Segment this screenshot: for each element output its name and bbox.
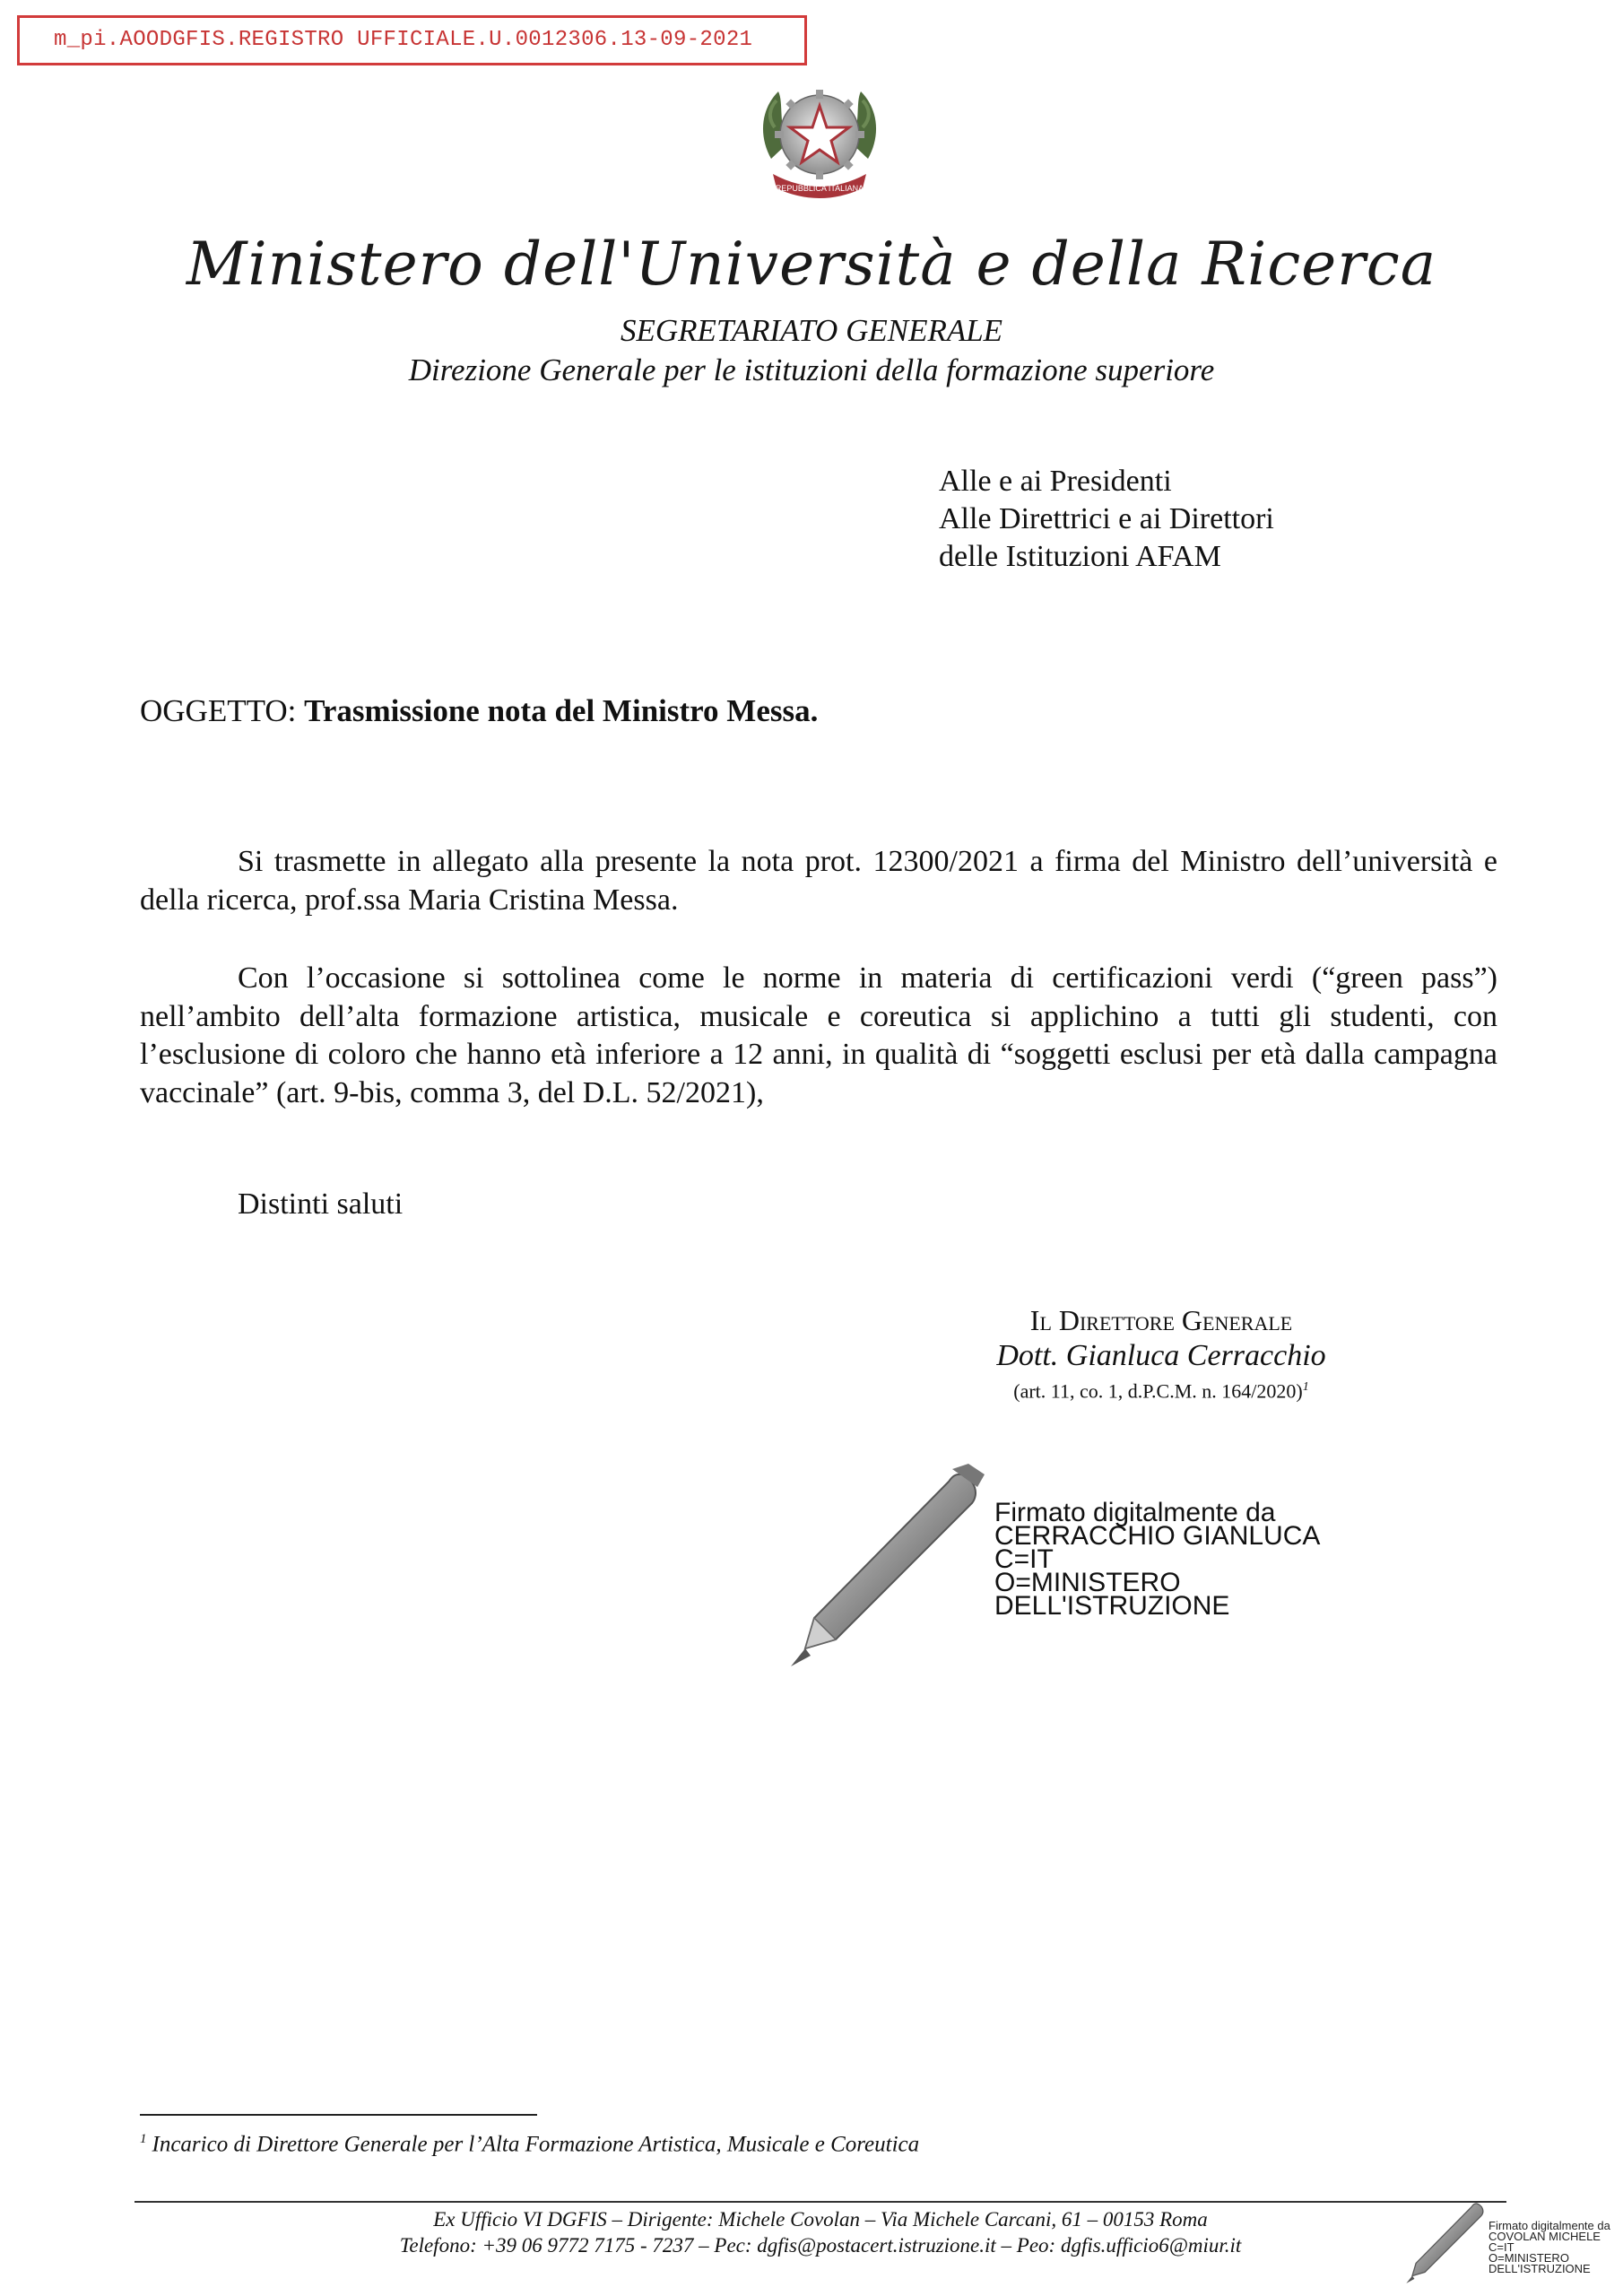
small-signature-line: DELL'ISTRUZIONE (1488, 2262, 1591, 2275)
footnote-text: Incarico di Direttore Generale per l’Alta Formazione Artistica, Musicale e Coreutica (152, 2132, 920, 2157)
small-digital-signature-text (1488, 2221, 1610, 2274)
recipients-block (939, 463, 1274, 576)
digital-signature-line: O=MINISTERO (994, 1568, 1181, 1597)
footer-contacts: Telefono: +39 06 9772 7175 - 7237 – Pec: dgfis@postacert.istruzione.it – Peo: dgfis.ufficio6@miur.it (399, 2234, 1242, 2257)
digital-signature-pen-icon (773, 1464, 985, 1675)
footnote-divider (140, 2114, 537, 2116)
digital-signature-line: C=IT (994, 1544, 1054, 1574)
footnote-marker: 1 (1302, 1380, 1309, 1394)
subject-text: Trasmissione nota del Ministro Messa. (304, 693, 819, 728)
footnote (140, 2125, 919, 2159)
body-paragraph-1: Si trasmette in allegato alla presente la nota prot. 12300/2021 a firma del Ministro dell’università e della ricerca, prof.ssa Maria Cristina Messa. (140, 845, 1497, 917)
ministry-name: Ministero dell'Università e della Ricerca (186, 230, 1437, 299)
digital-signature-line: CERRACCHIO GIANLUCA (994, 1521, 1321, 1551)
protocol-stamp: m_pi.AOODGFIS.REGISTRO UFFICIALE.U.0012306.13-09-2021 (17, 15, 807, 65)
digital-signature-line: Firmato digitalmente da (994, 1498, 1276, 1527)
digital-signature-line: DELL'ISTRUZIONE (994, 1591, 1230, 1621)
subject-label: OGGETTO: (140, 693, 297, 728)
recipient-line: Alle e ai Presidenti (939, 465, 1172, 498)
small-signature-line: Firmato digitalmente da (1488, 2219, 1610, 2232)
small-signature-line: COVOLAN MICHELE (1488, 2230, 1601, 2243)
small-signature-line: O=MINISTERO (1488, 2251, 1569, 2265)
signer-reference-text: (art. 11, co. 1, d.P.C.M. n. 164/2020) (1013, 1379, 1303, 1403)
subject-line (140, 691, 818, 731)
digital-signature-text (994, 1498, 1321, 1621)
direzione-title: Direzione Generale per le istituzioni della formazione superiore (408, 352, 1215, 387)
signer-reference (959, 1374, 1363, 1405)
segretariato-title: SEGRETARIATO GENERALE (620, 313, 1003, 348)
recipient-line: Alle Direttrici e ai Direttori (939, 502, 1274, 535)
recipient-line: delle Istituzioni AFAM (939, 540, 1221, 573)
body-paragraph-2: Con l’occasione si sottolinea come le norme in materia di certificazioni verdi (“green pass”) nell’ambito dell’alta formazione artistica, musicale e coreutica si applichino a tutti gli studenti, con l’esclusione di coloro che hanno età inferiore a 12 anni, in qualità di “soggetti esclusi per età dalla campagna vaccinale” (art. 9-bis, comma 3, del D.L. 52/2021), (140, 961, 1497, 1109)
footer-divider (135, 2201, 1506, 2203)
small-signature-pen-icon (1399, 2199, 1487, 2287)
footer-address: Ex Ufficio VI DGFIS – Dirigente: Michele Covolan – Via Michele Carcani, 61 – 00153 Roma (433, 2208, 1208, 2231)
footnote-number: 1 (140, 2132, 147, 2146)
signer-role: Il Direttore Generale (1029, 1304, 1293, 1336)
emblem-banner-text: REPUBBLICA ITALIANA (775, 184, 864, 193)
republic-emblem-icon (751, 74, 888, 208)
small-signature-line: C=IT (1488, 2240, 1515, 2254)
closing-greeting: Distinti saluti (238, 1187, 404, 1221)
signer-name: Dott. Gianluca Cerracchio (996, 1339, 1326, 1372)
signature-block (959, 1302, 1363, 1405)
